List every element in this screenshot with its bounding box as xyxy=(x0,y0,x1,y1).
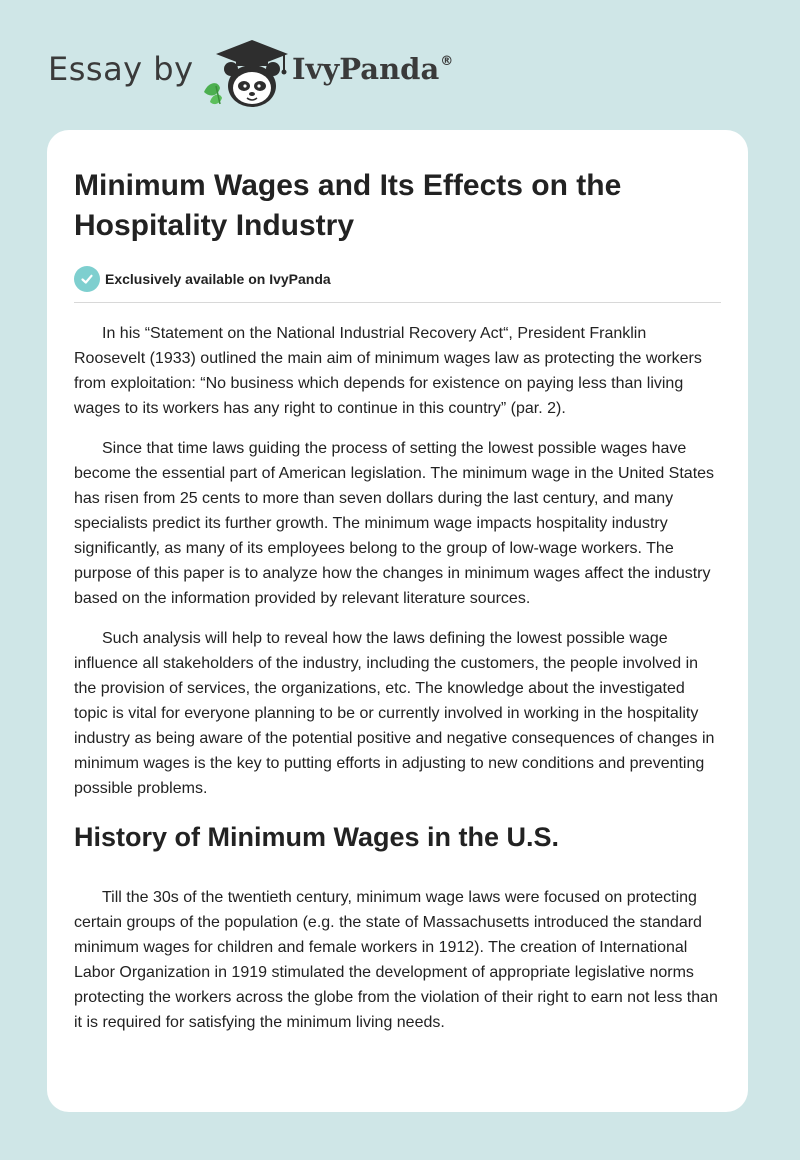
essay-card xyxy=(47,130,748,1112)
section-heading: History of Minimum Wages in the U.S. xyxy=(74,822,560,852)
brand-prefix: Essay by xyxy=(48,50,194,88)
panda-graduate-icon xyxy=(200,36,292,110)
paragraph: Till the 30s of the twentieth century, minimum wage laws were focused on protecting certain groups of the population (e.g. the state of Massachusetts introduced the standard minimum wages for children and female workers in 1912). The creation of International Labor Organization in 1919 stimulated the development of appropriate legislative norms protecting the workers across the globe from the violation of their right to earn not less than it is required for satisfying the minimum living needs. xyxy=(74,889,718,1031)
paragraph: In his “Statement on the National Industrial Recovery Act“, President Franklin Roosevelt (1933) outlined the main aim of minimum wages law as protecting the workers from exploitation: “No business which depends for existence on paying less than living wages to its workers has any right to continue in this country” (par. 2). xyxy=(74,325,702,417)
brand-name: IvyPanda® xyxy=(292,52,454,86)
paragraph: Such analysis will help to reveal how the laws defining the lowest possible wage influence all stakeholders of the industry, including the customers, the people involved in the provision of services, the organizations, etc. The knowledge about the investigated topic is vital for everyone planning to be or currently involved in working in the hospitality industry as being aware of the potential positive and negative consequences of changes in minimum wages is the key to putting efforts in adjusting to new conditions and preventing possible problems. xyxy=(74,630,715,797)
exclusive-label: Exclusively available on IvyPanda xyxy=(105,271,331,287)
check-icon xyxy=(74,266,100,292)
paragraph: Since that time laws guiding the process of setting the lowest possible wages have become the essential part of American legislation. The minimum wage in the United States has risen from 25 cents to more than seven dollars during the last century, and many specialists predict its further growth. The minimum wage impacts hospitality industry significantly, as many of its employees belong to the group of low-wage workers. The purpose of this paper is to analyze how the changes in minimum wages affect the industry based on the information provided by relevant literature sources. xyxy=(74,440,715,607)
brand-header xyxy=(48,34,518,114)
page-title: Minimum Wages and Its Effects on the Hospitality Industry xyxy=(74,169,622,242)
registered-mark: ® xyxy=(440,54,454,69)
divider xyxy=(74,302,721,303)
exclusive-badge xyxy=(74,266,721,292)
